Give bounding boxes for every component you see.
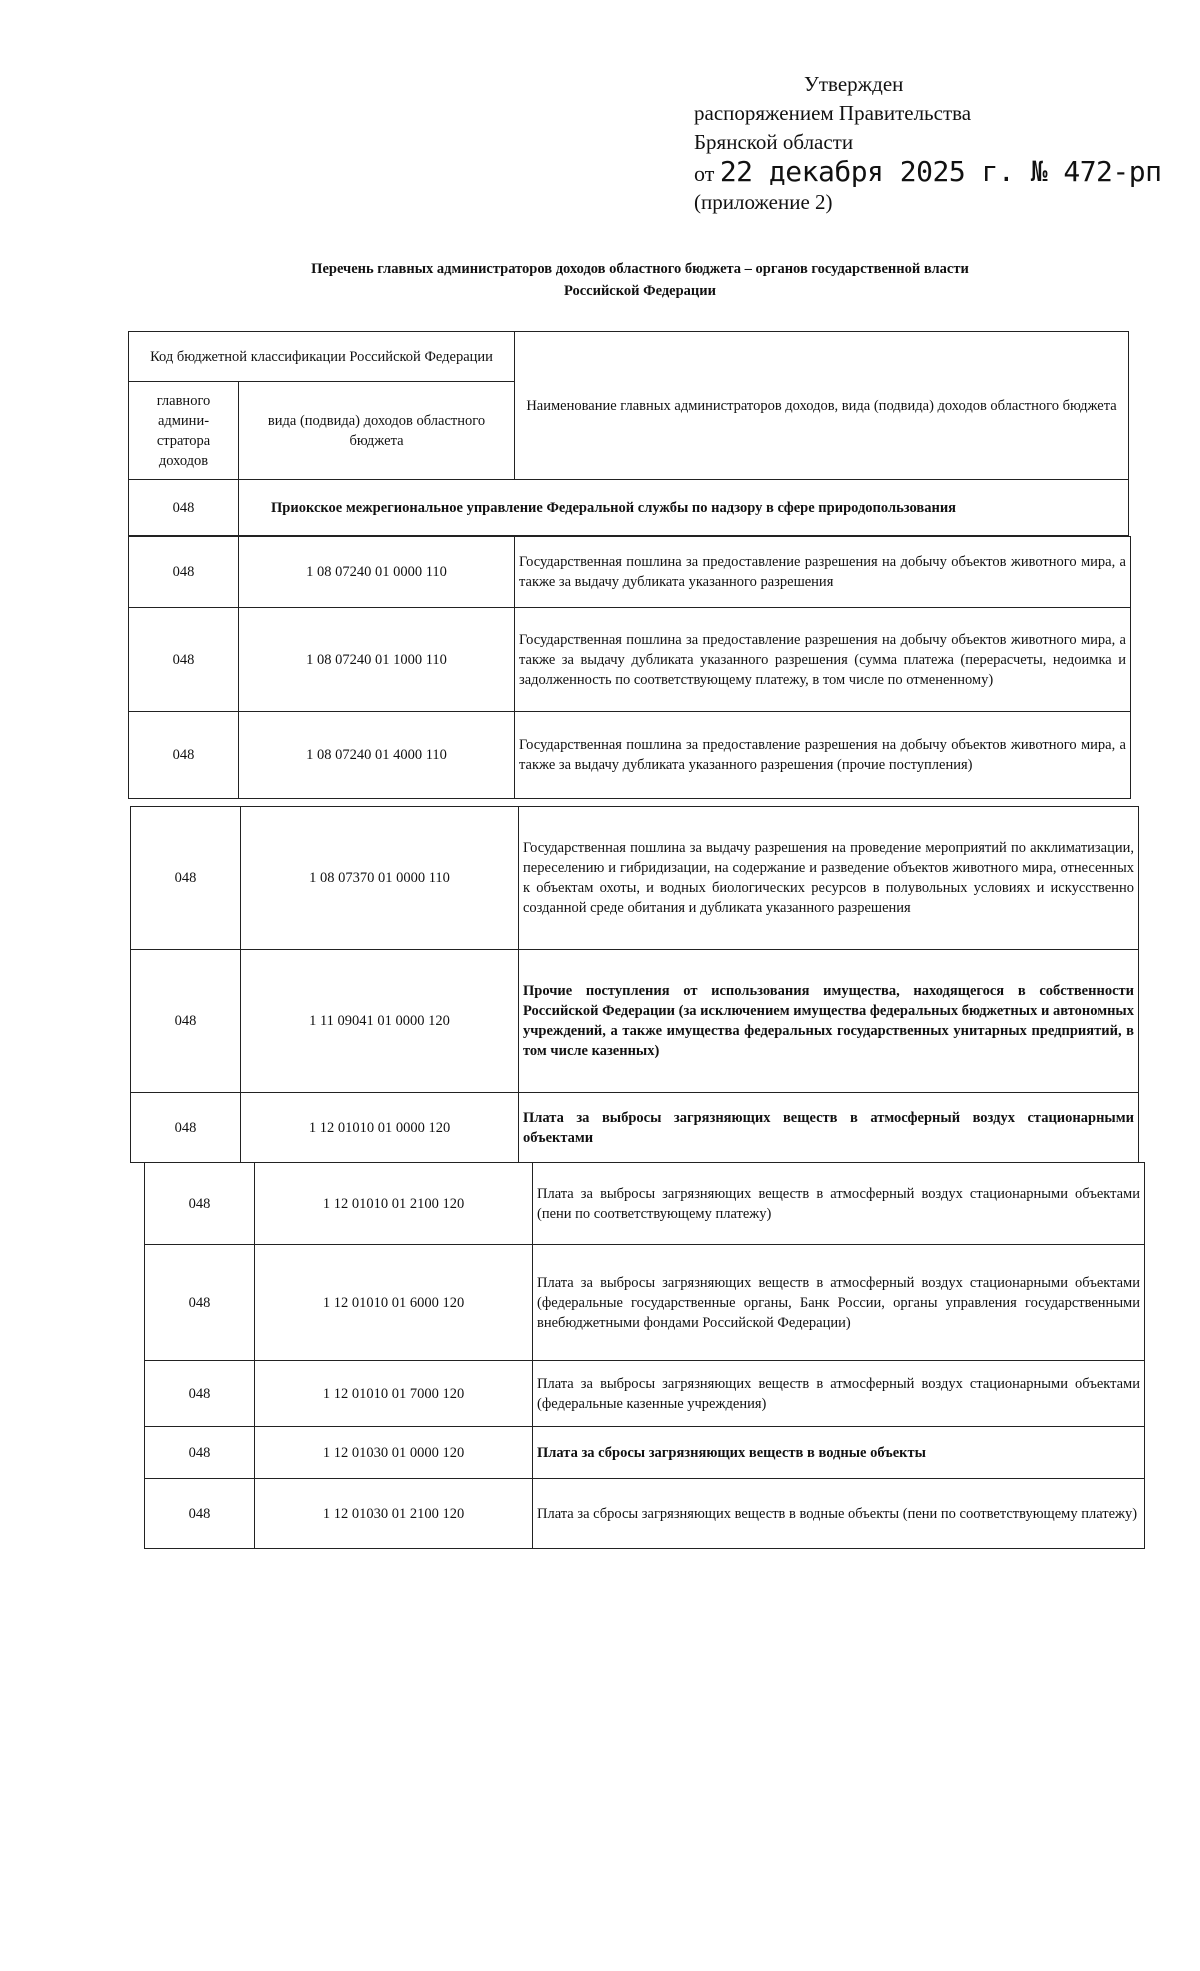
title-line-2: Российской Федерации xyxy=(563,283,716,299)
row-name: Прочие поступления от использования имущества, находящегося в собственности Российской Федерации (за исключением имущества федеральных бюджетных и автономных учреждений, а также имущества федеральных государственных унитарных предприятий, в том числе казенных) xyxy=(519,950,1139,1093)
approval-line-region: Брянской области xyxy=(694,130,854,154)
header-name: Наименование главных администраторов доходов, вида (подвида) доходов областного бюджета xyxy=(515,332,1129,480)
row-admin-code: 048 xyxy=(145,1479,255,1549)
row-budget-code: 1 08 07370 01 0000 110 xyxy=(241,807,519,950)
rows-table-2 xyxy=(130,806,1139,1163)
table-row xyxy=(145,1163,1145,1245)
table-row xyxy=(145,1361,1145,1427)
row-budget-code: 1 11 09041 01 0000 120 xyxy=(241,950,519,1093)
title-line-1: Перечень главных администраторов доходов областного бюджета – органов государственной власти xyxy=(311,261,969,277)
row-admin-code: 048 xyxy=(129,537,239,608)
table-row xyxy=(145,1427,1145,1479)
row-admin-code: 048 xyxy=(131,807,241,950)
row-budget-code: 1 12 01010 01 6000 120 xyxy=(255,1245,533,1361)
group-admin-code: 048 xyxy=(129,480,239,536)
row-admin-code: 048 xyxy=(129,712,239,799)
row-budget-code: 1 08 07240 01 1000 110 xyxy=(239,608,515,712)
approval-block xyxy=(694,70,1164,217)
date-and-number: 22 декабря 2025 г. № 472-рп xyxy=(719,155,1162,188)
header-admin: главного админи-стратора доходов xyxy=(129,382,239,480)
row-budget-code: 1 12 01010 01 2100 120 xyxy=(255,1163,533,1245)
row-admin-code: 048 xyxy=(145,1427,255,1479)
rows-table-3 xyxy=(144,1162,1145,1549)
row-name: Государственная пошлина за выдачу разрешения на проведение мероприятий по акклиматизации, переселению и гибридизации, на содержание и разведение объектов животного мира, отнесенных к объектам охоты, и водных биологических ресурсов в полувольных условиях и искусственно созданной среде обитания и дубликата указанного разрешения xyxy=(519,807,1139,950)
row-admin-code: 048 xyxy=(131,1093,241,1163)
row-admin-code: 048 xyxy=(145,1245,255,1361)
row-name: Плата за выбросы загрязняющих веществ в атмосферный воздух стационарными объектами (федеральные государственные органы, Банк России, органы управления государственными внебюджетными фондами Российской Федерации) xyxy=(533,1245,1145,1361)
table-row xyxy=(131,1093,1139,1163)
approval-line-order: распоряжением Правительства xyxy=(694,101,972,125)
table-row xyxy=(145,1479,1145,1549)
row-name: Плата за сбросы загрязняющих веществ в водные объекты (пени по соответствующему платежу) xyxy=(533,1479,1145,1549)
row-admin-code: 048 xyxy=(131,950,241,1093)
header-code-group: Код бюджетной классификации Российской Федерации xyxy=(129,332,515,382)
row-name: Плата за выбросы загрязняющих веществ в атмосферный воздух стационарными объектами (федеральные казенные учреждения) xyxy=(533,1361,1145,1427)
row-name: Плата за сбросы загрязняющих веществ в водные объекты xyxy=(533,1427,1145,1479)
row-budget-code: 1 08 07240 01 4000 110 xyxy=(239,712,515,799)
row-name: Государственная пошлина за предоставление разрешения на добычу объектов животного мира, а также за выдачу дубликата указанного разрешения xyxy=(515,537,1131,608)
document-title xyxy=(160,258,1120,302)
row-admin-code: 048 xyxy=(145,1163,255,1245)
row-name: Государственная пошлина за предоставление разрешения на добычу объектов животного мира, а также за выдачу дубликата указанного разрешения (сумма платежа (перерасчеты, недоимка и задолженность по соответствующему платежу, в том числе по отмененному) xyxy=(515,608,1131,712)
row-name: Плата за выбросы загрязняющих веществ в атмосферный воздух стационарными объектами xyxy=(519,1093,1139,1163)
appendix-label: (приложение 2) xyxy=(694,190,833,214)
row-name: Государственная пошлина за предоставление разрешения на добычу объектов животного мира, а также за выдачу дубликата указанного разрешения (прочие поступления) xyxy=(515,712,1131,799)
table-row xyxy=(131,950,1139,1093)
group-name: Приокское межрегиональное управление Федеральной службы по надзору в сфере природопользования xyxy=(239,480,1129,536)
approval-date-line xyxy=(694,157,1164,188)
header-table xyxy=(128,331,1129,536)
row-budget-code: 1 12 01010 01 0000 120 xyxy=(241,1093,519,1163)
row-budget-code: 1 12 01010 01 7000 120 xyxy=(255,1361,533,1427)
table-row xyxy=(145,1245,1145,1361)
table-row xyxy=(129,537,1131,608)
row-budget-code: 1 12 01030 01 0000 120 xyxy=(255,1427,533,1479)
row-admin-code: 048 xyxy=(145,1361,255,1427)
header-income-type: вида (подвида) доходов областного бюджета xyxy=(239,382,515,480)
table-row xyxy=(129,608,1131,712)
approval-line-approved: Утвержден xyxy=(804,72,904,96)
date-prefix: от xyxy=(694,161,715,186)
table-row xyxy=(129,712,1131,799)
rows-table-1 xyxy=(128,536,1131,799)
row-name: Плата за выбросы загрязняющих веществ в атмосферный воздух стационарными объектами (пени по соответствующему платежу) xyxy=(533,1163,1145,1245)
row-admin-code: 048 xyxy=(129,608,239,712)
row-budget-code: 1 08 07240 01 0000 110 xyxy=(239,537,515,608)
row-budget-code: 1 12 01030 01 2100 120 xyxy=(255,1479,533,1549)
table-row xyxy=(131,807,1139,950)
